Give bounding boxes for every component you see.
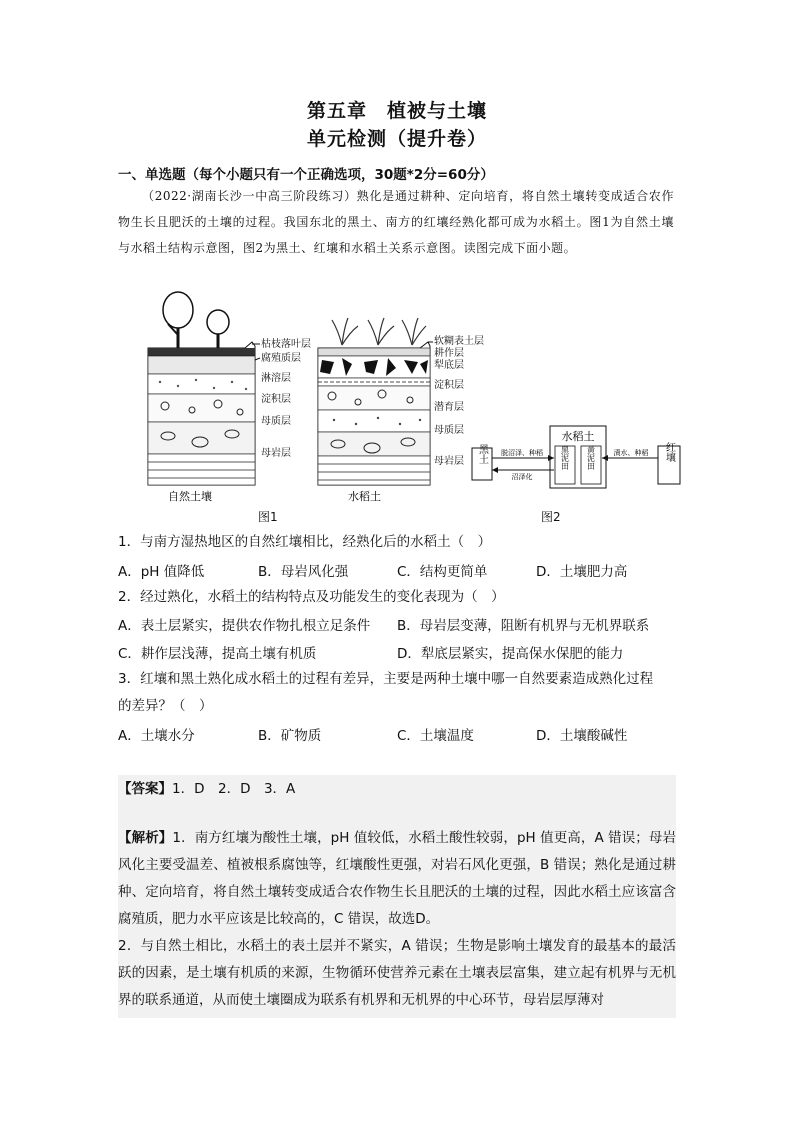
chapter-title: 第五章 植被与土壤: [306, 100, 487, 122]
section-heading: 一、单选题（每个小题只有一个正确选项，30题*2分=60分）: [118, 167, 494, 183]
natural-soil-block: [148, 342, 255, 485]
figure-1-caption: 图1: [258, 510, 278, 524]
unit-title: 单元检测（提升卷）: [306, 128, 487, 150]
paddy-layer-label: 母质层: [434, 425, 464, 436]
figure-1-soil-profiles: [120, 290, 500, 520]
question-3-stem-cont: 的差异？（ ）: [118, 698, 213, 714]
option-b: B．母岩风化强: [258, 564, 349, 580]
natural-soil-caption: 自然土壤: [168, 490, 212, 503]
question-2-stem: 2．经过熟化，水稻土的结构特点及功能发生的变化表现为（ ）: [118, 589, 505, 605]
question-1-stem: 1．与南方湿热地区的自然红壤相比，经熟化后的水稻土（ ）: [118, 534, 492, 550]
option-c: C．耕作层浅薄，提高土壤有机质: [118, 646, 317, 662]
answer-line: [118, 777, 295, 797]
option-d: D．犁底层紧实，提高保水保肥的能力: [397, 646, 624, 662]
natural-layer-label: 母岩层: [261, 448, 291, 459]
natural-layer-label: 母质层: [261, 416, 291, 427]
option-d: D．土壤肥力高: [536, 564, 628, 580]
option-b: B．母岩层变薄，阻断有机界与无机界联系: [397, 618, 650, 634]
answer-text: 1．D 2．D 3．A: [172, 781, 296, 797]
analysis-label: 【解析】: [118, 830, 173, 846]
natural-layer-label: 枯枝落叶层: [261, 339, 311, 350]
inner-right-label: 黄泥田: [586, 446, 596, 470]
left-box-label: 黑土: [476, 444, 488, 464]
paddy-layer-label: 母岩层: [434, 456, 464, 467]
option-a: A．土壤水分: [118, 728, 195, 744]
arrow-left-top-label: 脱沼泽、种稻: [501, 449, 543, 457]
analysis-2: 2．与自然土相比，水稻土的表土层并不紧实，A 错误；生物是影响土壤发育的最基本的最活跃的因素，是土壤有机质的来源，生物循环使营养元素在土壤表层富集，建立起有机界与无机界的联系通道，从而使土壤圈成为联系有机界和无机界的中心环节，母岩层厚薄对: [118, 938, 676, 1008]
option-a: A．表土层紧实，提供农作物扎根立足条件: [118, 618, 371, 634]
paddy-layer-label: 耕作层: [434, 348, 464, 359]
analysis-1: 1．南方红壤为酸性土壤，pH 值较低，水稻土酸性较弱，pH 值更高，A 错误；母岩风化主要受温差、植被根系腐蚀等，红壤酸性更强，对岩石风化更强，B 错误；熟化是通过耕种、定向培育，将自然土壤转变成适合农作物生长且肥沃的土壤的过程，因此水稻土应该富含腐殖质，肥力水平应该是比较高的，C 错误，故选D。: [118, 830, 677, 927]
analysis: [118, 825, 676, 1014]
tree-icon: [163, 292, 229, 348]
center-box-label: 水稻土: [561, 430, 595, 443]
answer-label: 【答案】: [118, 781, 172, 797]
right-box-label: 红壤: [663, 442, 675, 462]
option-b: B．矿物质: [258, 728, 322, 744]
figure-2-caption: 图2: [541, 510, 561, 524]
inner-left-label: 黑泥田: [560, 446, 570, 470]
arrow-left-bottom-label: 沼泽化: [511, 473, 533, 481]
natural-layer-label: 淀积层: [261, 394, 291, 405]
rice-plant-icon: [332, 318, 426, 345]
question-3-stem: 3．红壤和黑土熟化成水稻土的过程有差异，主要是两种土壤中哪一自然要素造成熟化过程: [118, 671, 654, 687]
natural-layer-label: 腐殖质层: [261, 353, 301, 364]
paddy-layer-label: 犁底层: [434, 360, 464, 371]
option-c: C．结构更简单: [397, 564, 488, 580]
paddy-soil-caption: 水稻土: [348, 490, 381, 503]
figure-2-relationship-diagram: [470, 424, 690, 494]
paddy-soil-block: [318, 342, 430, 485]
option-a: A．pH 值降低: [118, 564, 205, 580]
intro-paragraph: （2022·湖南长沙一中高三阶段练习）熟化是通过耕种、定向培育，将自然土壤转变成适合农作物生长且肥沃的土壤的过程。我国东北的黑土、南方的红壤经熟化都可成为水稻土。图1为自然土壤与水稻土结构示意图，图2为黑土、红壤和水稻土关系示意图。读图完成下面小题。: [118, 189, 674, 255]
paddy-layer-label: 软糊表土层: [434, 336, 484, 347]
natural-layer-label: 淋溶层: [261, 373, 291, 384]
arrow-right-label: 漬水、种稻: [613, 449, 649, 457]
option-c: C．土壤温度: [397, 728, 474, 744]
option-d: D．土壤酸碱性: [536, 728, 628, 744]
paddy-layer-label: 淀积层: [434, 380, 464, 391]
paddy-layer-label: 潜育层: [434, 402, 464, 413]
